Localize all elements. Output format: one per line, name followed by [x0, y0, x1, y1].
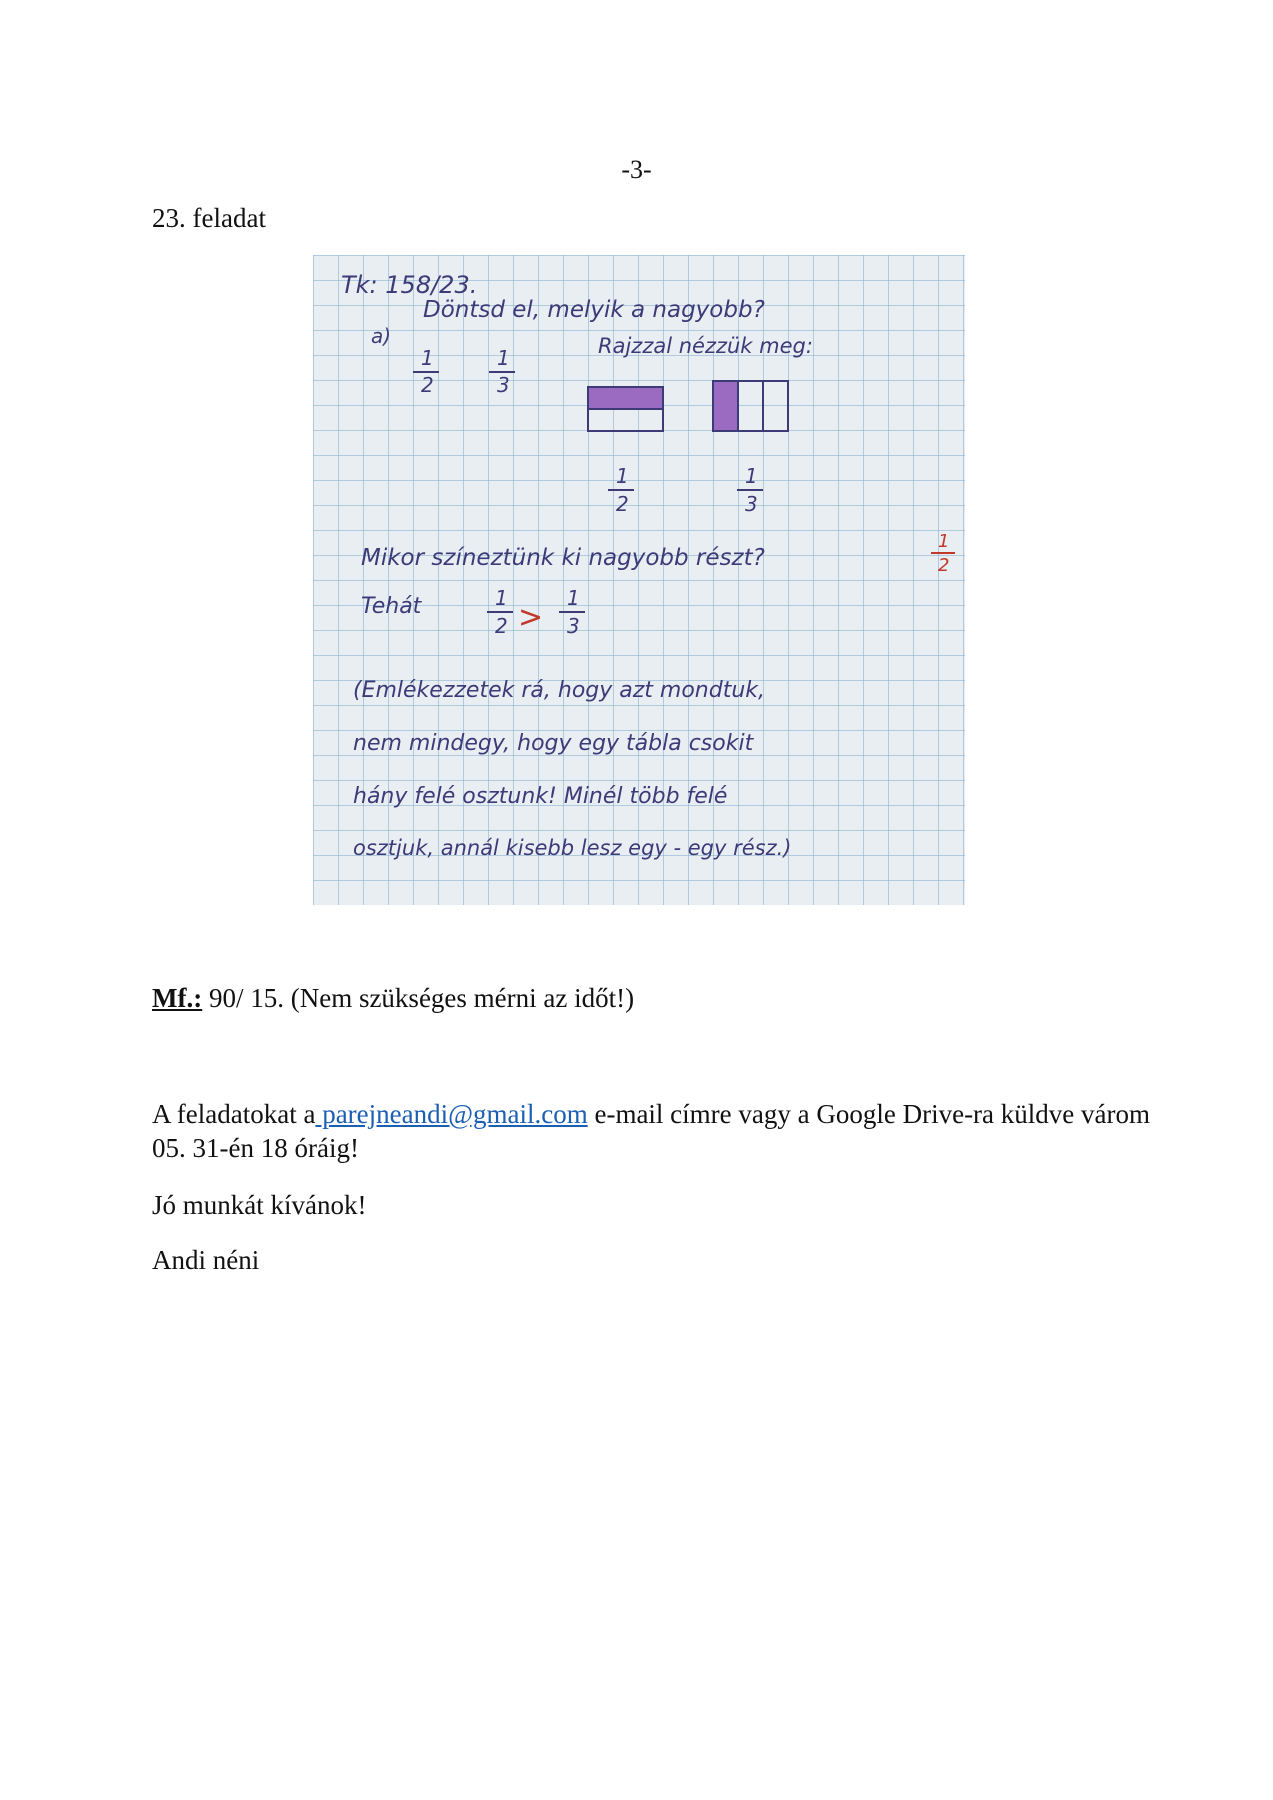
- fraction-numerator: 1: [421, 346, 434, 370]
- notebook-photo: [313, 255, 965, 905]
- part-label: a): [371, 324, 392, 348]
- drawing-note: Rajzzal nézzük meg:: [598, 334, 813, 358]
- closing-wish: Jó munkát kívánok!: [152, 1190, 367, 1220]
- fraction-denominator: 2: [938, 555, 950, 576]
- reminder-line-4: osztjuk, annál kisebb lesz egy - egy rész.): [353, 836, 792, 860]
- email-link[interactable]: parejneandi@gmail.com: [315, 1099, 588, 1129]
- reminder-line-2: nem mindegy, hogy egy tábla csokit: [353, 731, 754, 756]
- fraction-denominator: 2: [495, 614, 508, 638]
- fraction-denominator: 2: [616, 492, 629, 516]
- workbook-text: 90/ 15. (Nem szükséges mérni az időt!): [202, 983, 635, 1013]
- fraction-numerator: 1: [497, 346, 510, 370]
- fraction-denominator: 2: [421, 373, 434, 397]
- fraction-denominator: 3: [497, 373, 510, 397]
- fraction-denominator: 3: [745, 492, 758, 516]
- therefore-label: Tehát: [361, 594, 422, 619]
- reminder-line-3: hány felé osztunk! Minél több felé: [353, 784, 728, 809]
- textbook-reference: Tk: 158/23.: [341, 271, 478, 299]
- fraction-numerator: 1: [495, 586, 508, 610]
- task-heading: 23. feladat: [152, 203, 266, 233]
- fraction-numerator: 1: [938, 531, 950, 552]
- when-question: Mikor színeztünk ki nagyobb részt?: [361, 545, 765, 571]
- fraction-numerator: 1: [567, 586, 580, 610]
- submission-text-after: e-mail címre vagy a Google Drive-ra küldve várom 05. 31-én 18 óráig!: [152, 1099, 1150, 1163]
- submission-text-before: A feladatokat a: [152, 1099, 316, 1129]
- workbook-assignment: [152, 983, 634, 1014]
- page-number: -3-: [621, 155, 652, 184]
- fraction-numerator: 1: [616, 464, 629, 488]
- shaded-third: [713, 381, 738, 431]
- shaded-half: [588, 387, 663, 409]
- greater-than-sign: >: [518, 600, 544, 635]
- fraction-denominator: 3: [567, 614, 580, 638]
- submission-instructions: [152, 1097, 1152, 1165]
- signature: Andi néni: [152, 1245, 260, 1275]
- workbook-label: Mf.:: [152, 983, 203, 1013]
- reminder-line-1: (Emlékezzetek rá, hogy azt mondtuk,: [353, 678, 766, 703]
- question-text: Döntsd el, melyik a nagyobb?: [423, 297, 765, 323]
- fraction-numerator: 1: [745, 464, 758, 488]
- notebook-page: [313, 255, 965, 905]
